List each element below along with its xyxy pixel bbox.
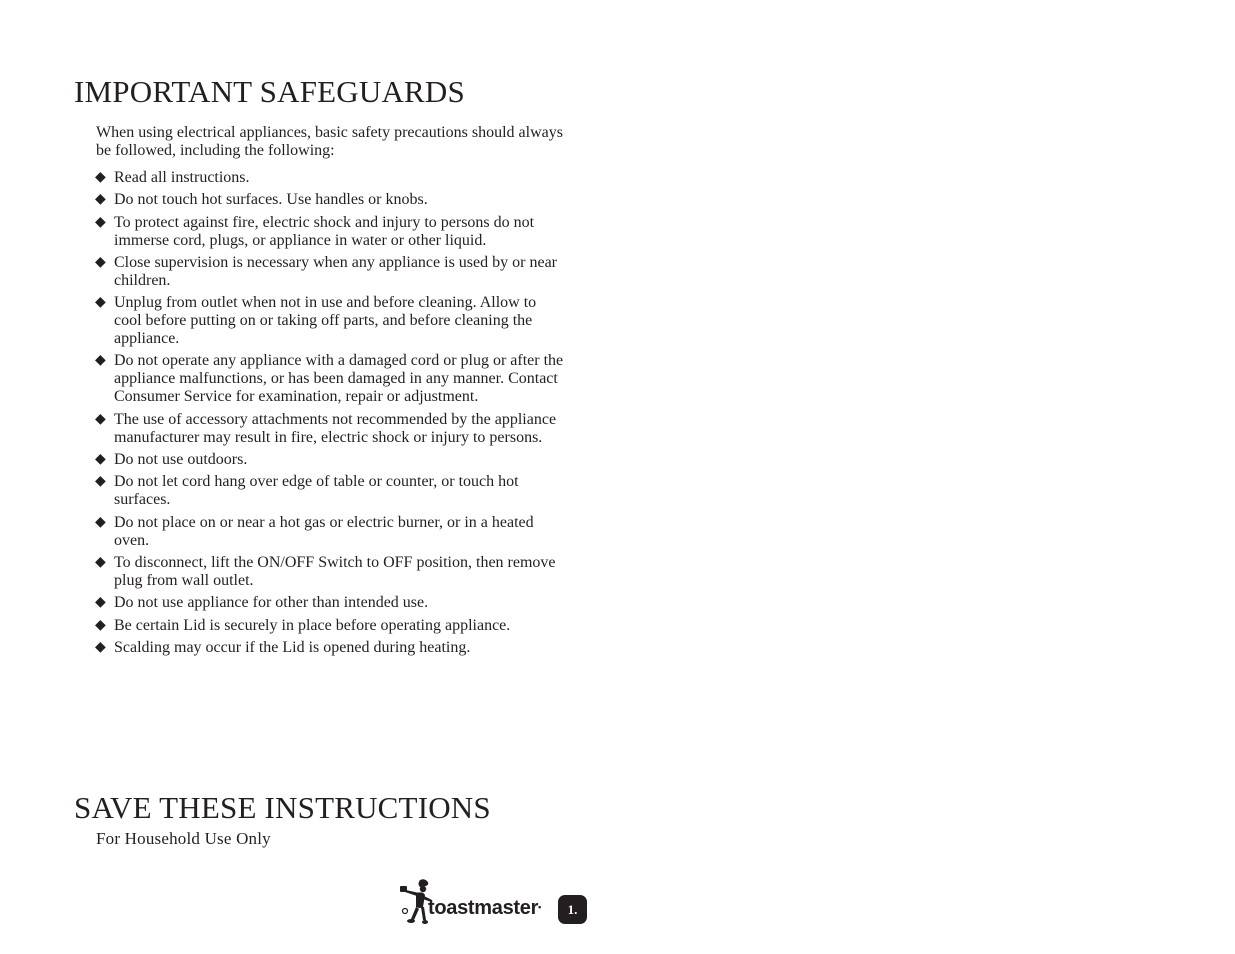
list-item [95,214,565,250]
list-item [95,411,565,447]
list-item-text: Close supervision is necessary when any appliance is used by or near children. [114,253,557,289]
list-item [95,294,565,348]
list-item-text: Do not touch hot surfaces. Use handles or knobs. [114,191,428,209]
list-item [95,617,565,635]
list-item-text: Be certain Lid is securely in place before operating appliance. [114,616,511,634]
list-item [95,254,565,290]
list-item-text: Do not place on or near a hot gas or electric burner, or in a heated oven. [114,513,534,549]
list-item [95,473,565,509]
diamond-bullet-icon: ◆ [95,295,106,311]
brand-wordmark: toastmaster• [428,897,541,919]
page-number-badge: 1. [558,895,587,924]
list-item [95,451,565,469]
diamond-bullet-icon: ◆ [95,254,106,270]
list-item-text: To disconnect, lift the ON/OFF Switch to OFF position, then remove plug from wall outlet. [114,553,556,589]
diamond-bullet-icon: ◆ [95,639,106,655]
diamond-bullet-icon: ◆ [95,474,106,490]
diamond-bullet-icon: ◆ [95,192,106,208]
list-item [95,352,565,406]
list-item-text: Scalding may occur if the Lid is opened during heating. [114,638,471,656]
brand-logo [398,878,553,928]
diamond-bullet-icon: ◆ [95,554,106,570]
save-instructions-heading: SAVE THESE INSTRUCTIONS [74,790,491,825]
list-item [95,514,565,550]
diamond-bullet-icon: ◆ [95,411,106,427]
intro-paragraph: When using electrical appliances, basic safety precautions should always be followed, including the following: [96,124,563,159]
list-item [95,169,565,187]
list-item [95,594,565,612]
safeguards-list [95,169,565,661]
list-item-text: Do not operate any appliance with a damaged cord or plug or after the appliance malfunctions, or has been damaged in any manner. Contact Consumer Service for examination, repair or adjustment. [114,352,564,406]
list-item-text: The use of accessory attachments not recommended by the appliance manufacturer may result in fire, electric shock or injury to persons. [114,410,557,446]
diamond-bullet-icon: ◆ [95,353,106,369]
diamond-bullet-icon: ◆ [95,514,106,530]
list-item-text: Read all instructions. [114,169,250,186]
list-item [95,554,565,590]
diamond-bullet-icon: ◆ [95,452,106,468]
list-item-text: To protect against fire, electric shock and injury to persons do not immerse cord, plugs, or appliance in water or other liquid. [114,213,535,249]
list-item-text: Do not use appliance for other than intended use. [114,594,429,612]
diamond-bullet-icon: ◆ [95,617,106,633]
list-item-text: Do not let cord hang over edge of table or counter, or touch hot surfaces. [114,473,519,509]
list-item-text: Unplug from outlet when not in use and before cleaning. Allow to cool before putting on or taking off parts, and before cleaning the appliance. [114,294,537,348]
household-use-note: For Household Use Only [96,829,271,848]
list-item-text: Do not use outdoors. [114,451,248,469]
diamond-bullet-icon: ◆ [95,595,106,611]
list-item [95,191,565,209]
list-item [95,639,565,657]
page-title: IMPORTANT SAFEGUARDS [74,74,465,109]
diamond-bullet-icon: ◆ [95,214,106,230]
diamond-bullet-icon: ◆ [95,170,106,185]
